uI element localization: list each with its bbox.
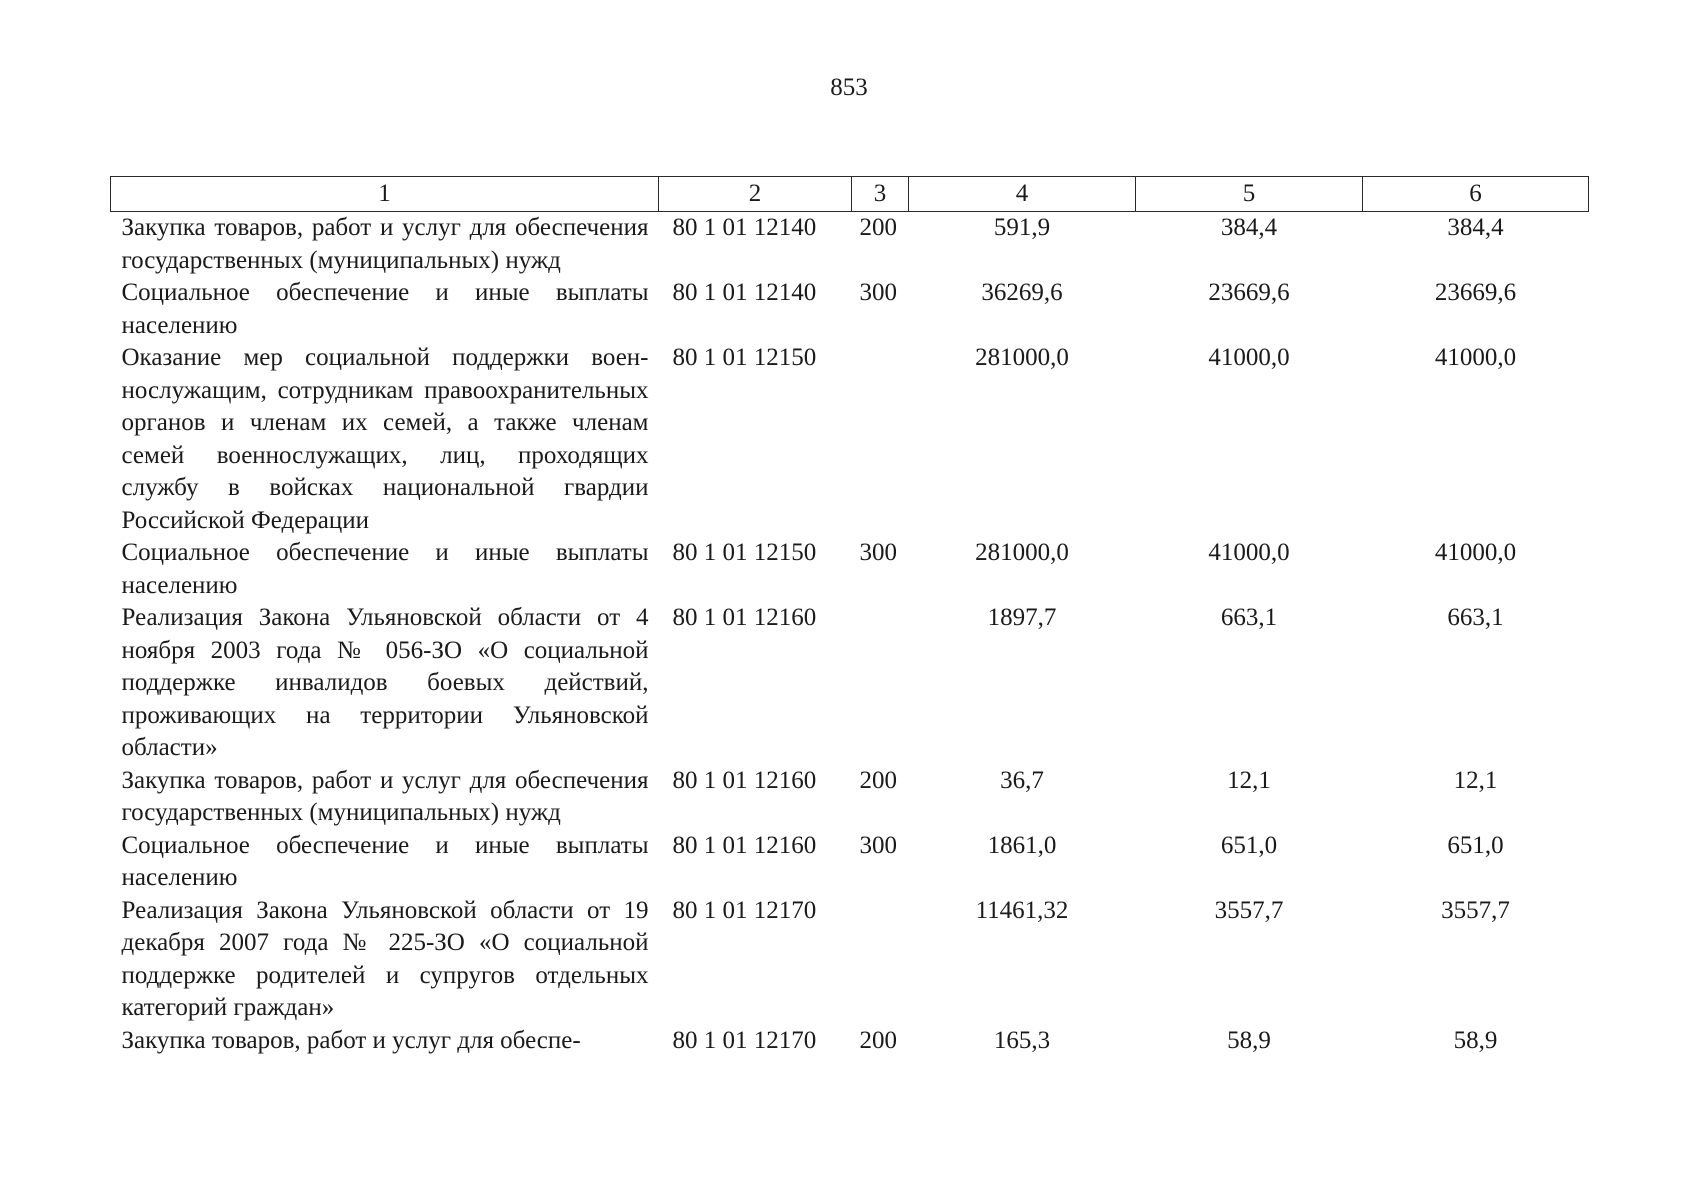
row-expense-type: 300: [859, 539, 897, 566]
table-row: [111, 212, 1589, 278]
row-expense-type: 200: [859, 1026, 897, 1054]
page-number: 853: [830, 74, 868, 101]
row-value-4: 36,7: [1000, 766, 1044, 794]
row-value-5: 23669,6: [1208, 279, 1290, 306]
row-value-5: 58,9: [1227, 1026, 1271, 1054]
row-expense-type: [852, 895, 909, 1025]
column-header-5: 5: [1136, 177, 1363, 212]
row-budget-code: 80 1 01 12170: [672, 1026, 817, 1054]
column-header-4: 4: [909, 177, 1136, 212]
row-description: Закупка товаров, работ и услуг для обеспечения государственных (муниципальных) нужд: [121, 766, 649, 826]
table-row: [111, 537, 1589, 602]
table-header: [111, 177, 1589, 212]
row-description: Оказание мер социальной поддержки военнослужащим, сотрудникам правоохранительных органов и членам их семей, а также членам семей военнослужащих, лиц, проходящих службу в войсках национальной гвардии Российской Федерации: [121, 344, 649, 534]
row-value-6: 23669,6: [1434, 279, 1517, 306]
column-header-6: 6: [1363, 177, 1589, 212]
table-row: [111, 895, 1589, 1025]
row-value-4: 591,9: [993, 214, 1051, 241]
row-value-6: 651,0: [1447, 831, 1504, 859]
row-value-6: 384,4: [1447, 214, 1504, 241]
row-budget-code: 80 1 01 12160: [672, 766, 817, 794]
table-row: [111, 830, 1589, 895]
row-value-6: 41000,0: [1434, 344, 1517, 371]
budget-table: [110, 176, 1589, 1057]
row-value-5: 651,0: [1220, 831, 1278, 859]
row-value-5: 12,1: [1227, 766, 1271, 794]
row-budget-code: 80 1 01 12160: [672, 604, 817, 631]
row-budget-code: 80 1 01 12150: [672, 539, 817, 566]
row-expense-type: 300: [859, 831, 897, 859]
row-expense-type: [852, 342, 909, 537]
row-budget-code: 80 1 01 12170: [672, 896, 817, 924]
row-expense-type: 200: [859, 766, 897, 794]
row-value-5: 3557,7: [1214, 896, 1284, 924]
row-budget-code: 80 1 01 12160: [672, 831, 817, 859]
row-value-5: 41000,0: [1208, 539, 1290, 566]
row-expense-type: [852, 602, 909, 765]
header-row: [111, 177, 1589, 212]
row-value-6: 3557,7: [1441, 896, 1510, 924]
row-budget-code: 80 1 01 12140: [672, 214, 817, 241]
row-description: Реализация Закона Ульяновской области от 4 ноября 2003 года № 056-ЗО «О социальной поддержке инвалидов боевых действий, проживающих на территории Ульяновской области»: [121, 604, 649, 761]
table-row: [111, 342, 1589, 537]
row-value-4: 1897,7: [987, 604, 1057, 631]
row-value-5: 663,1: [1220, 604, 1278, 631]
row-description: Социальное обеспечение и иные выплаты населению: [121, 279, 649, 339]
row-value-6: 12,1: [1453, 766, 1498, 794]
row-value-4: 11461,32: [975, 896, 1069, 924]
row-value-5: 384,4: [1220, 214, 1278, 241]
row-description: Закупка товаров, работ и услуг для обеспе-: [121, 1026, 581, 1054]
row-value-4: 165,3: [993, 1026, 1051, 1054]
table-row: [111, 602, 1589, 765]
row-expense-type: 200: [859, 214, 897, 241]
table-body: [111, 212, 1589, 1058]
row-value-6: 58,9: [1453, 1026, 1498, 1054]
table-row: [111, 277, 1589, 342]
row-value-6: 41000,0: [1434, 539, 1517, 566]
row-budget-code: 80 1 01 12150: [672, 344, 817, 371]
row-value-4: 281000,0: [975, 539, 1069, 566]
column-header-1: 1: [111, 177, 659, 212]
column-header-3: 3: [852, 177, 909, 212]
row-budget-code: 80 1 01 12140: [672, 279, 817, 306]
row-value-6: 663,1: [1447, 604, 1504, 631]
row-value-5: 41000,0: [1208, 344, 1290, 371]
column-header-2: 2: [659, 177, 852, 212]
row-expense-type: 300: [859, 279, 897, 306]
row-value-4: 1861,0: [987, 831, 1057, 859]
row-description: Реализация Закона Ульяновской области от 19 декабря 2007 года № 225-ЗО «О социальной поддержке родителей и супругов отдельных категорий граждан»: [121, 896, 649, 1021]
table-row: [111, 765, 1589, 830]
row-value-4: 281000,0: [975, 344, 1069, 371]
table-row: [111, 1025, 1589, 1058]
row-description: Социальное обеспечение и иные выплаты населению: [121, 831, 649, 891]
row-description: Социальное обеспечение и иные выплаты населению: [121, 539, 649, 599]
row-description: Закупка товаров, работ и услуг для обеспечения государственных (муниципальных) нужд: [121, 214, 649, 274]
row-value-4: 36269,6: [981, 279, 1063, 306]
